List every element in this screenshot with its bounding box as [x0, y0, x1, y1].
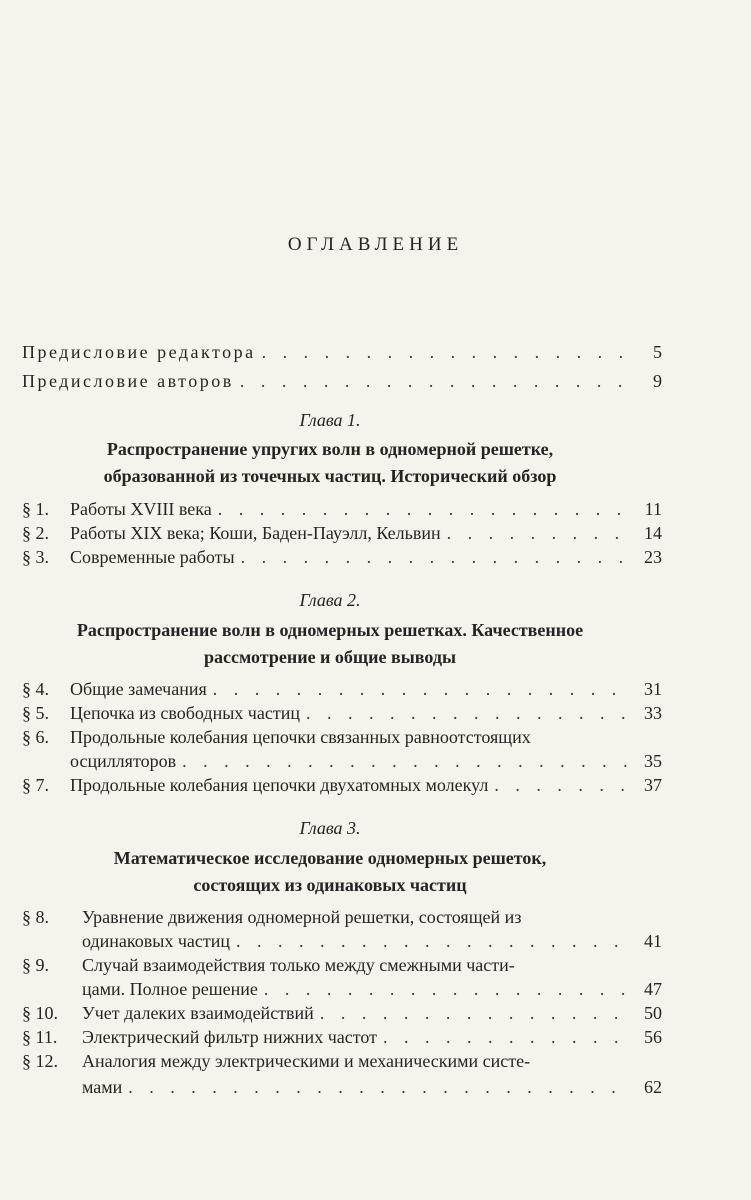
section-number: § 8.: [22, 907, 49, 927]
toc-heading: ОГЛАВЛЕНИЕ: [287, 234, 464, 255]
toc-entry-section-12[interactable]: [22, 1049, 662, 1073]
page-number: 9: [653, 371, 662, 391]
entry-text: Современные работы: [70, 547, 235, 567]
toc-entry-section-8-cont[interactable]: [82, 929, 662, 953]
entry-text: Цепочка из свободных частиц: [70, 703, 300, 723]
dot-leader: [383, 1025, 630, 1049]
section-number: § 7.: [22, 775, 49, 795]
toc-entry-editor-preface[interactable]: [22, 340, 662, 364]
section-number: § 1.: [22, 499, 49, 519]
section-number: § 2.: [22, 523, 49, 543]
page-number: 37: [644, 775, 662, 795]
page-number: 56: [644, 1027, 662, 1047]
section-number: § 9.: [22, 955, 49, 975]
dot-leader: [447, 521, 630, 545]
section-number: § 4.: [22, 679, 49, 699]
chapter-label: Глава 1.: [299, 410, 361, 430]
page-number: 14: [644, 523, 662, 543]
dot-leader: [262, 340, 630, 364]
section-number: § 11.: [22, 1027, 58, 1047]
chapter-title: [0, 436, 660, 490]
entry-text: Работы XVIII века: [70, 499, 212, 519]
section-number: § 12.: [22, 1051, 58, 1071]
page-number: 47: [644, 979, 662, 999]
chapter-title-line: образованной из точечных частиц. Исторический обзор: [103, 466, 557, 486]
dot-leader: [241, 545, 630, 569]
dot-leader: [264, 977, 630, 1001]
entry-text: Предисловие редактора: [22, 342, 256, 362]
chapter-title-line: Распространение волн в одномерных решетках. Качественное: [76, 620, 584, 640]
chapter-title-line: Распространение упругих волн в одномерной решетке,: [106, 439, 554, 459]
page-number: 41: [644, 931, 662, 951]
chapter-title-line: рассмотрение и общие выводы: [203, 647, 456, 667]
toc-entry-section-12-cont[interactable]: [82, 1075, 662, 1099]
page-number: 62: [644, 1077, 662, 1097]
toc-entry-section-9-cont[interactable]: [82, 977, 662, 1001]
toc-entry-section-6-cont[interactable]: [70, 749, 662, 773]
toc-entry-section-7[interactable]: [22, 773, 662, 797]
section-number: § 10.: [22, 1003, 58, 1023]
entry-text-continued: мами: [82, 1077, 123, 1097]
chapter-label: Глава 2.: [299, 590, 361, 610]
toc-entry-section-6[interactable]: [22, 725, 662, 749]
page-number: 11: [644, 499, 662, 519]
dot-leader: [236, 929, 630, 953]
chapter-title-line: Математическое исследование одномерных решеток,: [113, 848, 547, 868]
entry-text: Общие замечания: [70, 679, 207, 699]
section-number: § 5.: [22, 703, 49, 723]
entry-text-continued: осцилляторов: [70, 751, 177, 771]
toc-entry-section-3[interactable]: [22, 545, 662, 569]
dot-leader: [494, 773, 630, 797]
dot-leader: [182, 749, 630, 773]
chapter-title-line: состоящих из одинаковых частиц: [193, 875, 467, 895]
dot-leader: [128, 1075, 630, 1099]
page-number: 23: [644, 547, 662, 567]
toc-entry-section-10[interactable]: [22, 1001, 662, 1025]
entry-text: Предисловие авторов: [22, 371, 234, 391]
entry-text-continued: цами. Полное решение: [82, 979, 258, 999]
page-number: 31: [644, 679, 662, 699]
chapter-title: [0, 617, 660, 671]
dot-leader: [218, 497, 630, 521]
dot-leader: [306, 701, 630, 725]
entry-text: Работы XIX века; Коши, Баден-Пауэлл, Кельвин: [70, 523, 441, 543]
page-number: 35: [644, 751, 662, 771]
toc-entry-section-1[interactable]: [22, 497, 662, 521]
toc-entry-section-8[interactable]: [22, 905, 662, 929]
entry-text: Учет далеких взаимодействий: [82, 1003, 314, 1023]
toc-entry-section-11[interactable]: [22, 1025, 662, 1049]
dot-leader: [213, 677, 630, 701]
entry-text: Продольные колебания цепочки связанных равноотстоящих: [70, 727, 531, 747]
page-number: 50: [644, 1003, 662, 1023]
chapter-label: Глава 3.: [299, 818, 361, 838]
entry-text: Аналогия между электрическими и механическими систе-: [82, 1051, 531, 1071]
dot-leader: [240, 369, 630, 393]
toc-entry-section-5[interactable]: [22, 701, 662, 725]
dot-leader: [320, 1001, 630, 1025]
entry-text: Случай взаимодействия только между смежными части-: [82, 955, 515, 975]
entry-text: Электрический фильтр нижних частот: [82, 1027, 377, 1047]
toc-entry-section-4[interactable]: [22, 677, 662, 701]
entry-text: Уравнение движения одномерной решетки, состоящей из: [82, 907, 522, 927]
toc-entry-section-9[interactable]: [22, 953, 662, 977]
toc-entry-authors-preface[interactable]: [22, 369, 662, 393]
page-number: 5: [653, 342, 662, 362]
page-number: 33: [644, 703, 662, 723]
entry-text-continued: одинаковых частиц: [82, 931, 230, 951]
section-number: § 3.: [22, 547, 49, 567]
toc-entry-section-2[interactable]: [22, 521, 662, 545]
entry-text: Продольные колебания цепочки двухатомных молекул: [70, 775, 489, 795]
chapter-title: [0, 845, 660, 899]
section-number: § 6.: [22, 727, 49, 747]
